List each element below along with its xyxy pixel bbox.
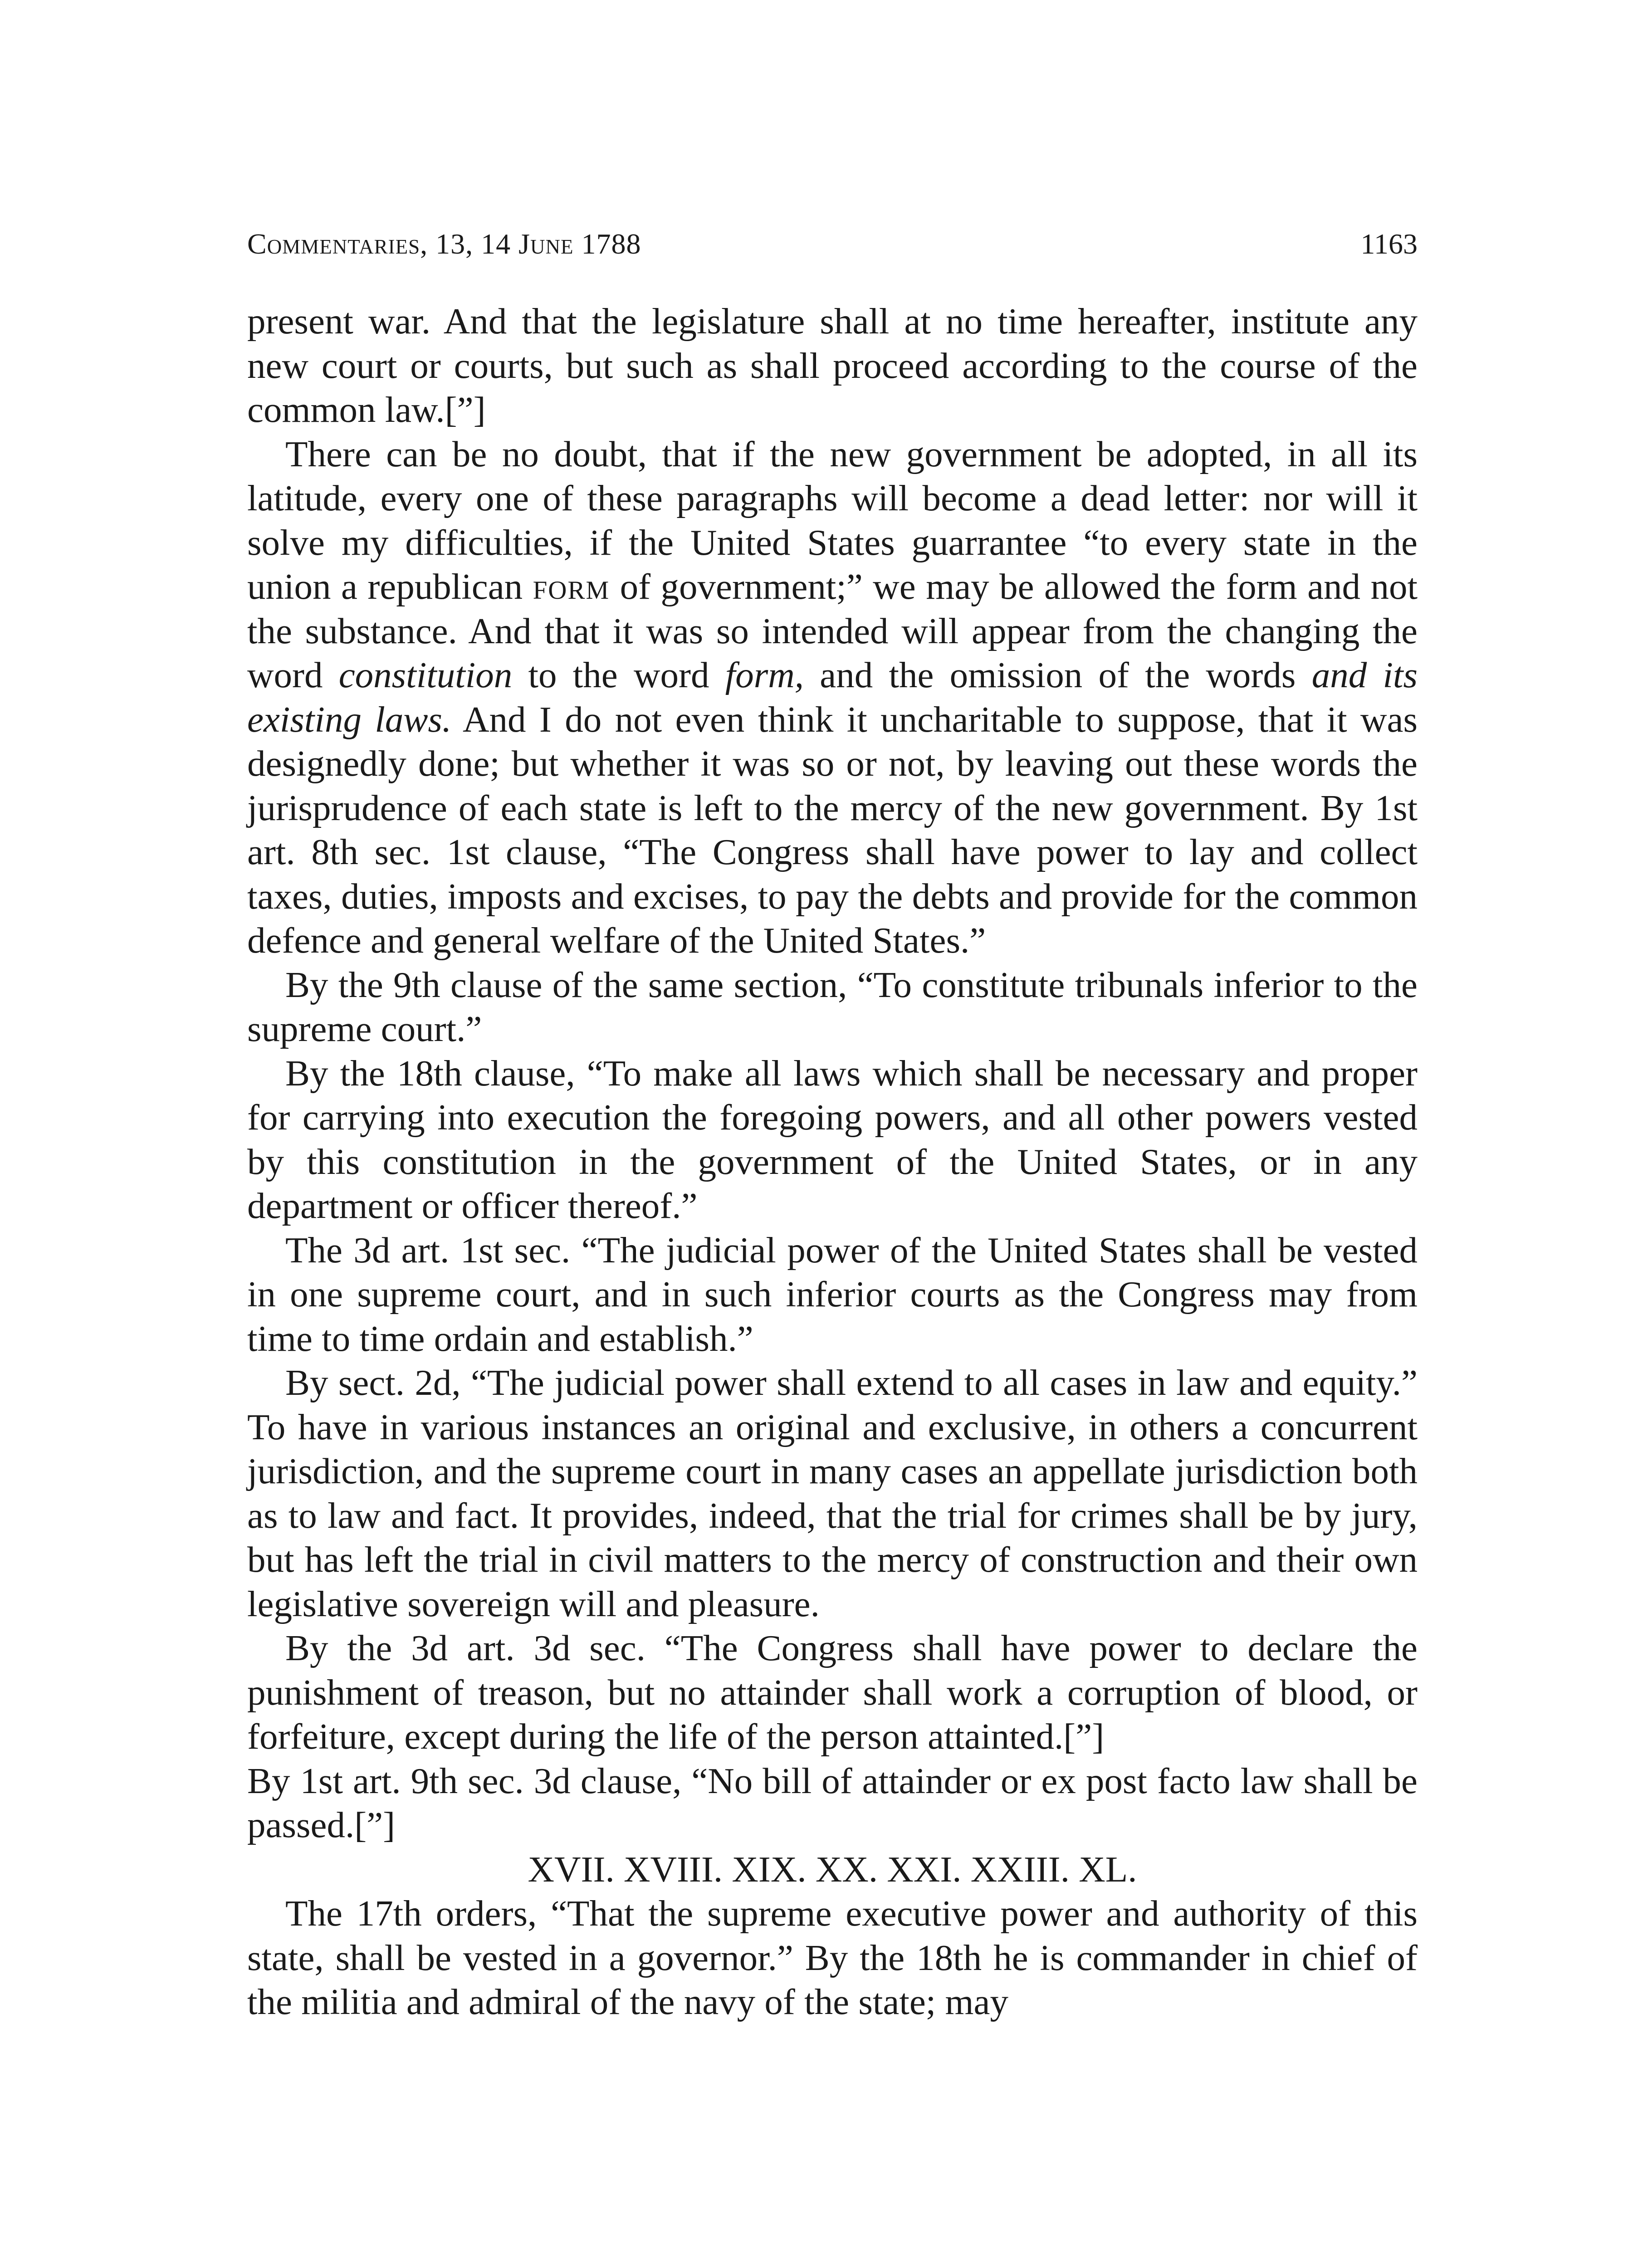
paragraph-judicial-power: The 3d art. 1st sec. “The judicial power of the United States shall be vested in one supreme court, and in such inferior courts as the Congress may from time to time ordain and establish.”: [247, 1229, 1418, 1359]
paragraph-sect-2d: By sect. 2d, “The judicial power shall extend to all cases in law and equity.” To have in various instances an original and exclusive, in others a concurrent jurisdiction, and the supreme court in many cases an appellate jurisdiction both as to law and fact. It provides, indeed, that the trial for crimes shall be by jury, but has left the trial in civil matters to the mercy of construction and their own legislative sovereign will and pleasure.: [247, 1362, 1418, 1624]
running-head: [247, 221, 1418, 267]
page-number: 1163: [1360, 228, 1418, 260]
body-text: [247, 299, 1418, 2024]
section-heading: XVII. XVIII. XIX. XX. XXI. XXIII. XL.: [528, 1848, 1137, 1890]
text-run: and the omission of the words: [803, 655, 1312, 695]
italic-word: form,: [725, 655, 804, 695]
running-head-title: Commentaries, 13, 14 June 1788: [247, 228, 641, 260]
text-run: to the word: [512, 655, 725, 695]
paragraph-9th-clause: By the 9th clause of the same section, “To constitute tribunals inferior to the supreme court.”: [247, 964, 1418, 1049]
text-run: of government;” we may be allowed the form and not the substance. And that it was so intended will appear from the changing the word: [247, 566, 1418, 695]
italic-phrase: and its existing laws.: [247, 655, 1418, 740]
paragraph-continuation: present war. And that the legislature shall at no time hereafter, institute any new court or courts, but such as shall proceed according to the course of the common law.[”]: [247, 301, 1418, 430]
paragraph-treason: By the 3d art. 3d sec. “The Congress shall have power to declare the punishment of treason, but no attainder shall work a corruption of blood, or forfeiture, except during the life of the person attainted.[”]: [247, 1628, 1418, 1757]
small-caps-word: form: [533, 566, 610, 607]
text-run: And I do not even think it uncharitable to suppose, that it was designedly done; but whether it was so or not, by leaving out these words the jurisprudence of each state is left to the mercy of the new government. By 1st art. 8th sec. 1st clause, “The Congress shall have power to lay and collect taxes, duties, imposts and excises, to pay the debts and provide for the common defence and general welfare of the United States.”: [247, 699, 1418, 961]
italic-word: constitution: [338, 655, 513, 695]
paragraph-18th-clause: By the 18th clause, “To make all laws which shall be necessary and proper for carrying into execution the foregoing powers, and all other powers vested by this constitution in the government of the United States, or in any department or officer thereof.”: [247, 1052, 1418, 1226]
paragraph-attainder: By 1st art. 9th sec. 3d clause, “No bill of attainder or ex post facto law shall be passed.[”]: [247, 1760, 1418, 1845]
text-run: There can be no doubt, that if the new government be adopted, in all its latitude, every one of these paragraphs will become a dead letter: nor will it solve my difficulties, if the United States guarrantee “to every state in the union a republican: [247, 433, 1418, 607]
paragraph-17th-orders: The 17th orders, “That the supreme executive power and authority of this state, shall be vested in a governor.” By the 18th he is commander in chief of the militia and admiral of the navy of the state; may: [247, 1893, 1418, 2022]
paragraph-guarantee-clause: [247, 432, 1418, 963]
